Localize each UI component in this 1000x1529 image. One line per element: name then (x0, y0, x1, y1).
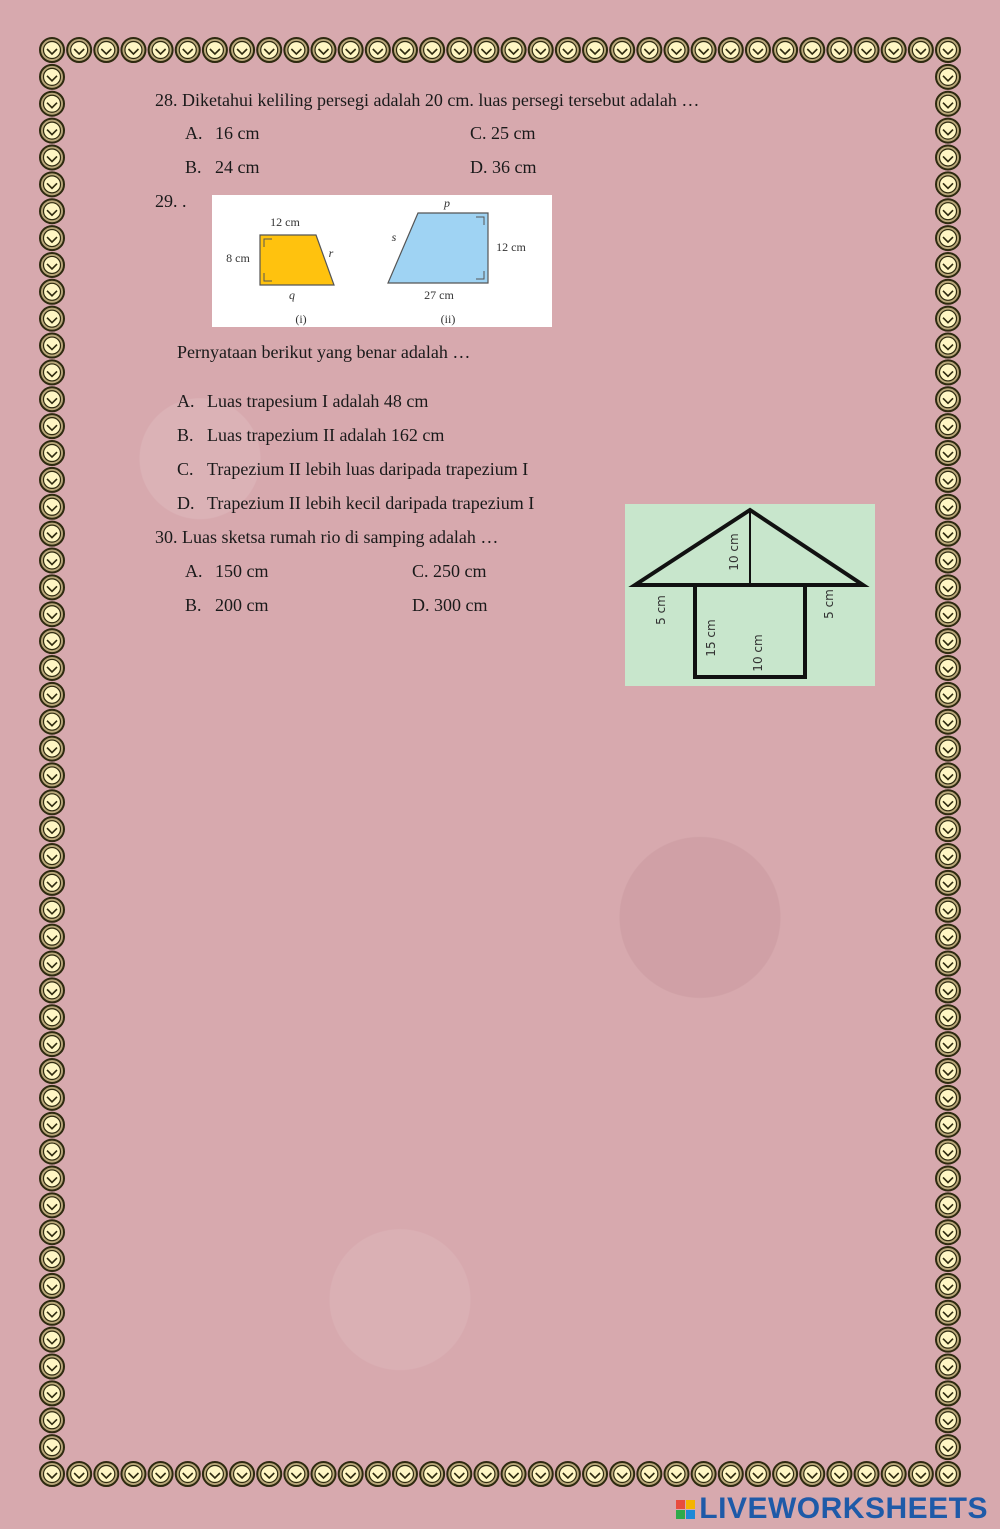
border-smiley-icon (40, 844, 64, 868)
q29-option-b[interactable] (177, 425, 444, 446)
border-smiley-icon (936, 656, 960, 680)
border-smiley-icon (339, 1462, 363, 1486)
border-smiley-icon (936, 441, 960, 465)
border-smiley-icon (447, 38, 471, 62)
q28-option-a[interactable] (185, 123, 260, 144)
border-smiley-icon (40, 1435, 64, 1459)
border-smiley-icon (936, 952, 960, 976)
border-smiley-icon (474, 1462, 498, 1486)
option-text: 200 cm (215, 595, 269, 615)
border-smiley-icon (40, 952, 64, 976)
border-smiley-icon (719, 38, 743, 62)
logo-block (676, 1510, 685, 1519)
border-smiley-icon (936, 871, 960, 895)
border-smiley-icon (936, 1113, 960, 1137)
border-smiley-icon (40, 334, 64, 358)
border-smiley-icon (40, 1086, 64, 1110)
border-smiley-icon (936, 1328, 960, 1352)
border-smiley-icon (40, 387, 64, 411)
border-smiley-icon (40, 871, 64, 895)
border-smiley-icon (40, 92, 64, 116)
border-smiley-icon (393, 38, 417, 62)
border-smiley-icon (502, 1462, 526, 1486)
border-smiley-icon (40, 307, 64, 331)
border-smiley-icon (40, 1328, 64, 1352)
option-label: A. (177, 391, 195, 411)
border-smiley-icon (502, 38, 526, 62)
border-smiley-icon (936, 1274, 960, 1298)
option-label: D. (470, 157, 488, 177)
border-smiley-icon (936, 522, 960, 546)
option-label: C. (470, 123, 487, 143)
border-smiley-icon (40, 1408, 64, 1432)
option-text: Trapezium II lebih luas daripada trapezium I (207, 459, 529, 479)
option-text: 150 cm (215, 561, 269, 581)
border-smiley-icon (664, 38, 688, 62)
border-smiley-icon (882, 38, 906, 62)
brand-name: LIVEWORKSHEETS (699, 1492, 988, 1525)
border-smiley-icon (40, 629, 64, 653)
border-smiley-icon (936, 575, 960, 599)
trapezium-i-caption: (i) (295, 312, 307, 326)
border-smiley-icon (936, 1005, 960, 1029)
border-smiley-icon (827, 38, 851, 62)
border-smiley-icon (393, 1462, 417, 1486)
house-sketch-figure (625, 504, 875, 686)
border-smiley-icon (909, 38, 933, 62)
logo-block (676, 1500, 685, 1509)
liveworksheets-logo[interactable] (676, 1493, 988, 1525)
trapezium-i-right-label: r (328, 246, 334, 260)
option-label: C. (412, 561, 429, 581)
option-label: A. (185, 123, 203, 143)
border-smiley-icon (936, 280, 960, 304)
question-30-stem: 30. Luas sketsa rumah rio di samping adalah … (155, 527, 499, 547)
border-smiley-icon (366, 1462, 390, 1486)
border-smiley-icon (773, 1462, 797, 1486)
option-label: B. (177, 425, 194, 445)
border-smiley-icon (692, 38, 716, 62)
border-smiley-icon (284, 1462, 308, 1486)
border-smiley-icon (40, 253, 64, 277)
border-smiley-icon (936, 1381, 960, 1405)
border-smiley-icon (936, 844, 960, 868)
border-smiley-icon (40, 1140, 64, 1164)
border-smiley-icon (40, 575, 64, 599)
option-text: 25 cm (491, 123, 536, 143)
q30-option-b[interactable] (185, 595, 269, 616)
border-smiley-icon (447, 1462, 471, 1486)
border-smiley-icon (746, 1462, 770, 1486)
q28-option-d[interactable] (470, 157, 537, 178)
border-smiley-icon (936, 1301, 960, 1325)
border-smiley-icon (230, 1462, 254, 1486)
border-smiley-icon (936, 414, 960, 438)
q30-option-c[interactable] (412, 561, 487, 582)
question-28-stem: 28. Diketahui keliling persegi adalah 20 cm. luas persegi tersebut adalah … (155, 90, 700, 110)
border-smiley-icon (40, 683, 64, 707)
border-smiley-icon (556, 1462, 580, 1486)
border-smiley-icon (40, 1355, 64, 1379)
border-smiley-icon (936, 1140, 960, 1164)
border-smiley-icon (40, 1247, 64, 1271)
border-smiley-icon (936, 710, 960, 734)
border-smiley-icon (936, 172, 960, 196)
trapezium-ii-top-label: p (444, 196, 450, 210)
right-eave-label: 5 cm (822, 589, 836, 619)
border-smiley-icon (610, 38, 634, 62)
question-29-number: 29. . (155, 191, 187, 211)
option-label: B. (185, 157, 202, 177)
question-29-prompt: Pernyataan berikut yang benar adalah … (177, 342, 471, 362)
q30-option-d[interactable] (412, 595, 488, 616)
q29-option-c[interactable] (177, 459, 528, 480)
border-smiley-icon (257, 1462, 281, 1486)
trapezium-ii-caption: (ii) (440, 312, 456, 326)
border-smiley-icon (936, 1408, 960, 1432)
trapezium-figure (212, 195, 552, 327)
border-smiley-icon (40, 495, 64, 519)
border-smiley-icon (610, 1462, 634, 1486)
border-smiley-icon (936, 1247, 960, 1271)
border-smiley-icon (40, 737, 64, 761)
border-smiley-icon (692, 1462, 716, 1486)
border-smiley-icon (936, 817, 960, 841)
border-smiley-icon (936, 145, 960, 169)
border-smiley-icon (40, 226, 64, 250)
trapezium-i-top-label: 12 cm (270, 215, 300, 229)
border-smiley-icon (176, 1462, 200, 1486)
border-smiley-icon (882, 1462, 906, 1486)
border-smiley-icon (936, 1193, 960, 1217)
option-label: C. (177, 459, 194, 479)
border-smiley-icon (40, 1032, 64, 1056)
trapezium-i-bottom-label: q (289, 288, 295, 302)
border-smiley-icon (936, 226, 960, 250)
q30-option-a[interactable] (185, 561, 269, 582)
border-smiley-icon (936, 199, 960, 223)
border-smiley-icon (40, 898, 64, 922)
border-smiley-icon (40, 119, 64, 143)
border-smiley-icon (40, 548, 64, 572)
border-smiley-icon (257, 38, 281, 62)
border-smiley-icon (583, 38, 607, 62)
border-smiley-icon (936, 1462, 960, 1486)
border-smiley-icon (40, 145, 64, 169)
left-eave-label: 5 cm (654, 595, 668, 625)
wall-width-label: 10 cm (751, 634, 765, 672)
border-smiley-icon (284, 38, 308, 62)
border-smiley-icon (936, 683, 960, 707)
option-text: Luas trapesium I adalah 48 cm (207, 391, 429, 411)
border-smiley-icon (936, 1166, 960, 1190)
border-smiley-icon (420, 38, 444, 62)
border-smiley-icon (936, 387, 960, 411)
option-text: Luas trapezium II adalah 162 cm (207, 425, 445, 445)
border-smiley-icon (936, 495, 960, 519)
border-smiley-icon (936, 253, 960, 277)
border-smiley-icon (420, 1462, 444, 1486)
border-smiley-icon (583, 1462, 607, 1486)
border-smiley-icon (339, 38, 363, 62)
border-smiley-icon (936, 307, 960, 331)
border-smiley-icon (40, 790, 64, 814)
option-label: A. (185, 561, 203, 581)
border-smiley-icon (121, 38, 145, 62)
option-label: D. (177, 493, 195, 513)
border-smiley-icon (936, 1086, 960, 1110)
border-smiley-icon (40, 522, 64, 546)
border-smiley-icon (936, 38, 960, 62)
border-smiley-icon (67, 38, 91, 62)
border-smiley-icon (40, 1301, 64, 1325)
border-smiley-icon (800, 1462, 824, 1486)
border-smiley-icon (94, 38, 118, 62)
border-smiley-icon (719, 1462, 743, 1486)
border-smiley-icon (40, 817, 64, 841)
border-smiley-icon (40, 1005, 64, 1029)
border-smiley-icon (746, 38, 770, 62)
border-smiley-icon (40, 602, 64, 626)
border-smiley-icon (149, 38, 173, 62)
border-smiley-icon (40, 1113, 64, 1137)
border-smiley-icon (556, 38, 580, 62)
border-smiley-icon (855, 1462, 879, 1486)
border-smiley-icon (40, 65, 64, 89)
border-smiley-icon (936, 763, 960, 787)
border-smiley-icon (936, 629, 960, 653)
border-smiley-icon (936, 1220, 960, 1244)
option-text: 250 cm (433, 561, 487, 581)
border-smiley-icon (474, 38, 498, 62)
border-smiley-icon (664, 1462, 688, 1486)
border-smiley-icon (230, 38, 254, 62)
border-smiley-icon (149, 1462, 173, 1486)
border-smiley-icon (40, 978, 64, 1002)
logo-block (686, 1510, 695, 1519)
border-smiley-icon (40, 710, 64, 734)
border-smiley-icon (936, 92, 960, 116)
border-smiley-icon (40, 925, 64, 949)
border-smiley-icon (40, 1274, 64, 1298)
option-text: 36 cm (492, 157, 537, 177)
border-smiley-icon (773, 38, 797, 62)
option-label: D. (412, 595, 430, 615)
border-smiley-icon (936, 1435, 960, 1459)
border-smiley-icon (936, 548, 960, 572)
border-smiley-icon (936, 1032, 960, 1056)
border-smiley-icon (936, 360, 960, 384)
border-smiley-icon (637, 38, 661, 62)
option-text: 24 cm (215, 157, 260, 177)
border-smiley-icon (312, 1462, 336, 1486)
border-smiley-icon (936, 1059, 960, 1083)
border-smiley-icon (40, 1381, 64, 1405)
border-smiley-icon (936, 468, 960, 492)
border-smiley-icon (67, 1462, 91, 1486)
border-smiley-icon (94, 1462, 118, 1486)
logo-blocks-icon (676, 1500, 695, 1519)
border-smiley-icon (176, 38, 200, 62)
border-smiley-icon (312, 38, 336, 62)
border-smiley-icon (855, 38, 879, 62)
border-smiley-icon (40, 1193, 64, 1217)
border-smiley-icon (121, 1462, 145, 1486)
border-smiley-icon (40, 1462, 64, 1486)
wall-height-label: 15 cm (704, 619, 718, 657)
option-label: B. (185, 595, 202, 615)
border-smiley-icon (203, 1462, 227, 1486)
border-smiley-icon (936, 790, 960, 814)
border-smiley-icon (909, 1462, 933, 1486)
border-smiley-icon (203, 38, 227, 62)
option-text: Trapezium II lebih kecil daripada trapezium I (207, 493, 535, 513)
border-smiley-icon (529, 1462, 553, 1486)
border-smiley-icon (936, 1355, 960, 1379)
border-smiley-icon (40, 280, 64, 304)
border-smiley-icon (40, 441, 64, 465)
border-smiley-icon (40, 38, 64, 62)
border-smiley-icon (936, 602, 960, 626)
border-smiley-icon (40, 414, 64, 438)
q28-option-c[interactable] (470, 123, 536, 144)
border-smiley-icon (40, 656, 64, 680)
roof-height-label: 10 cm (727, 533, 741, 571)
border-smiley-icon (40, 468, 64, 492)
trapezium-i-left-label: 8 cm (226, 251, 250, 265)
border-smiley-icon (800, 38, 824, 62)
logo-block (686, 1500, 695, 1509)
trapezium-ii-left-label: s (391, 230, 397, 244)
border-smiley-icon (40, 1059, 64, 1083)
border-smiley-icon (936, 737, 960, 761)
q28-option-b[interactable] (185, 157, 260, 178)
q29-option-a[interactable] (177, 391, 428, 412)
border-smiley-icon (40, 199, 64, 223)
border-smiley-icon (529, 38, 553, 62)
border-smiley-icon (936, 978, 960, 1002)
border-smiley-icon (366, 38, 390, 62)
border-smiley-icon (40, 172, 64, 196)
option-text: 16 cm (215, 123, 260, 143)
q29-option-d[interactable] (177, 493, 534, 514)
border-smiley-icon (40, 1220, 64, 1244)
border-smiley-icon (936, 65, 960, 89)
border-smiley-icon (827, 1462, 851, 1486)
trapezium-ii-bottom-label: 27 cm (424, 288, 454, 302)
border-smiley-icon (40, 763, 64, 787)
border-smiley-icon (936, 898, 960, 922)
option-text: 300 cm (434, 595, 488, 615)
border-smiley-icon (637, 1462, 661, 1486)
trapezium-ii-right-label: 12 cm (496, 240, 526, 254)
border-smiley-icon (40, 1166, 64, 1190)
border-smiley-icon (936, 925, 960, 949)
border-smiley-icon (40, 360, 64, 384)
border-smiley-icon (936, 334, 960, 358)
border-smiley-icon (936, 119, 960, 143)
